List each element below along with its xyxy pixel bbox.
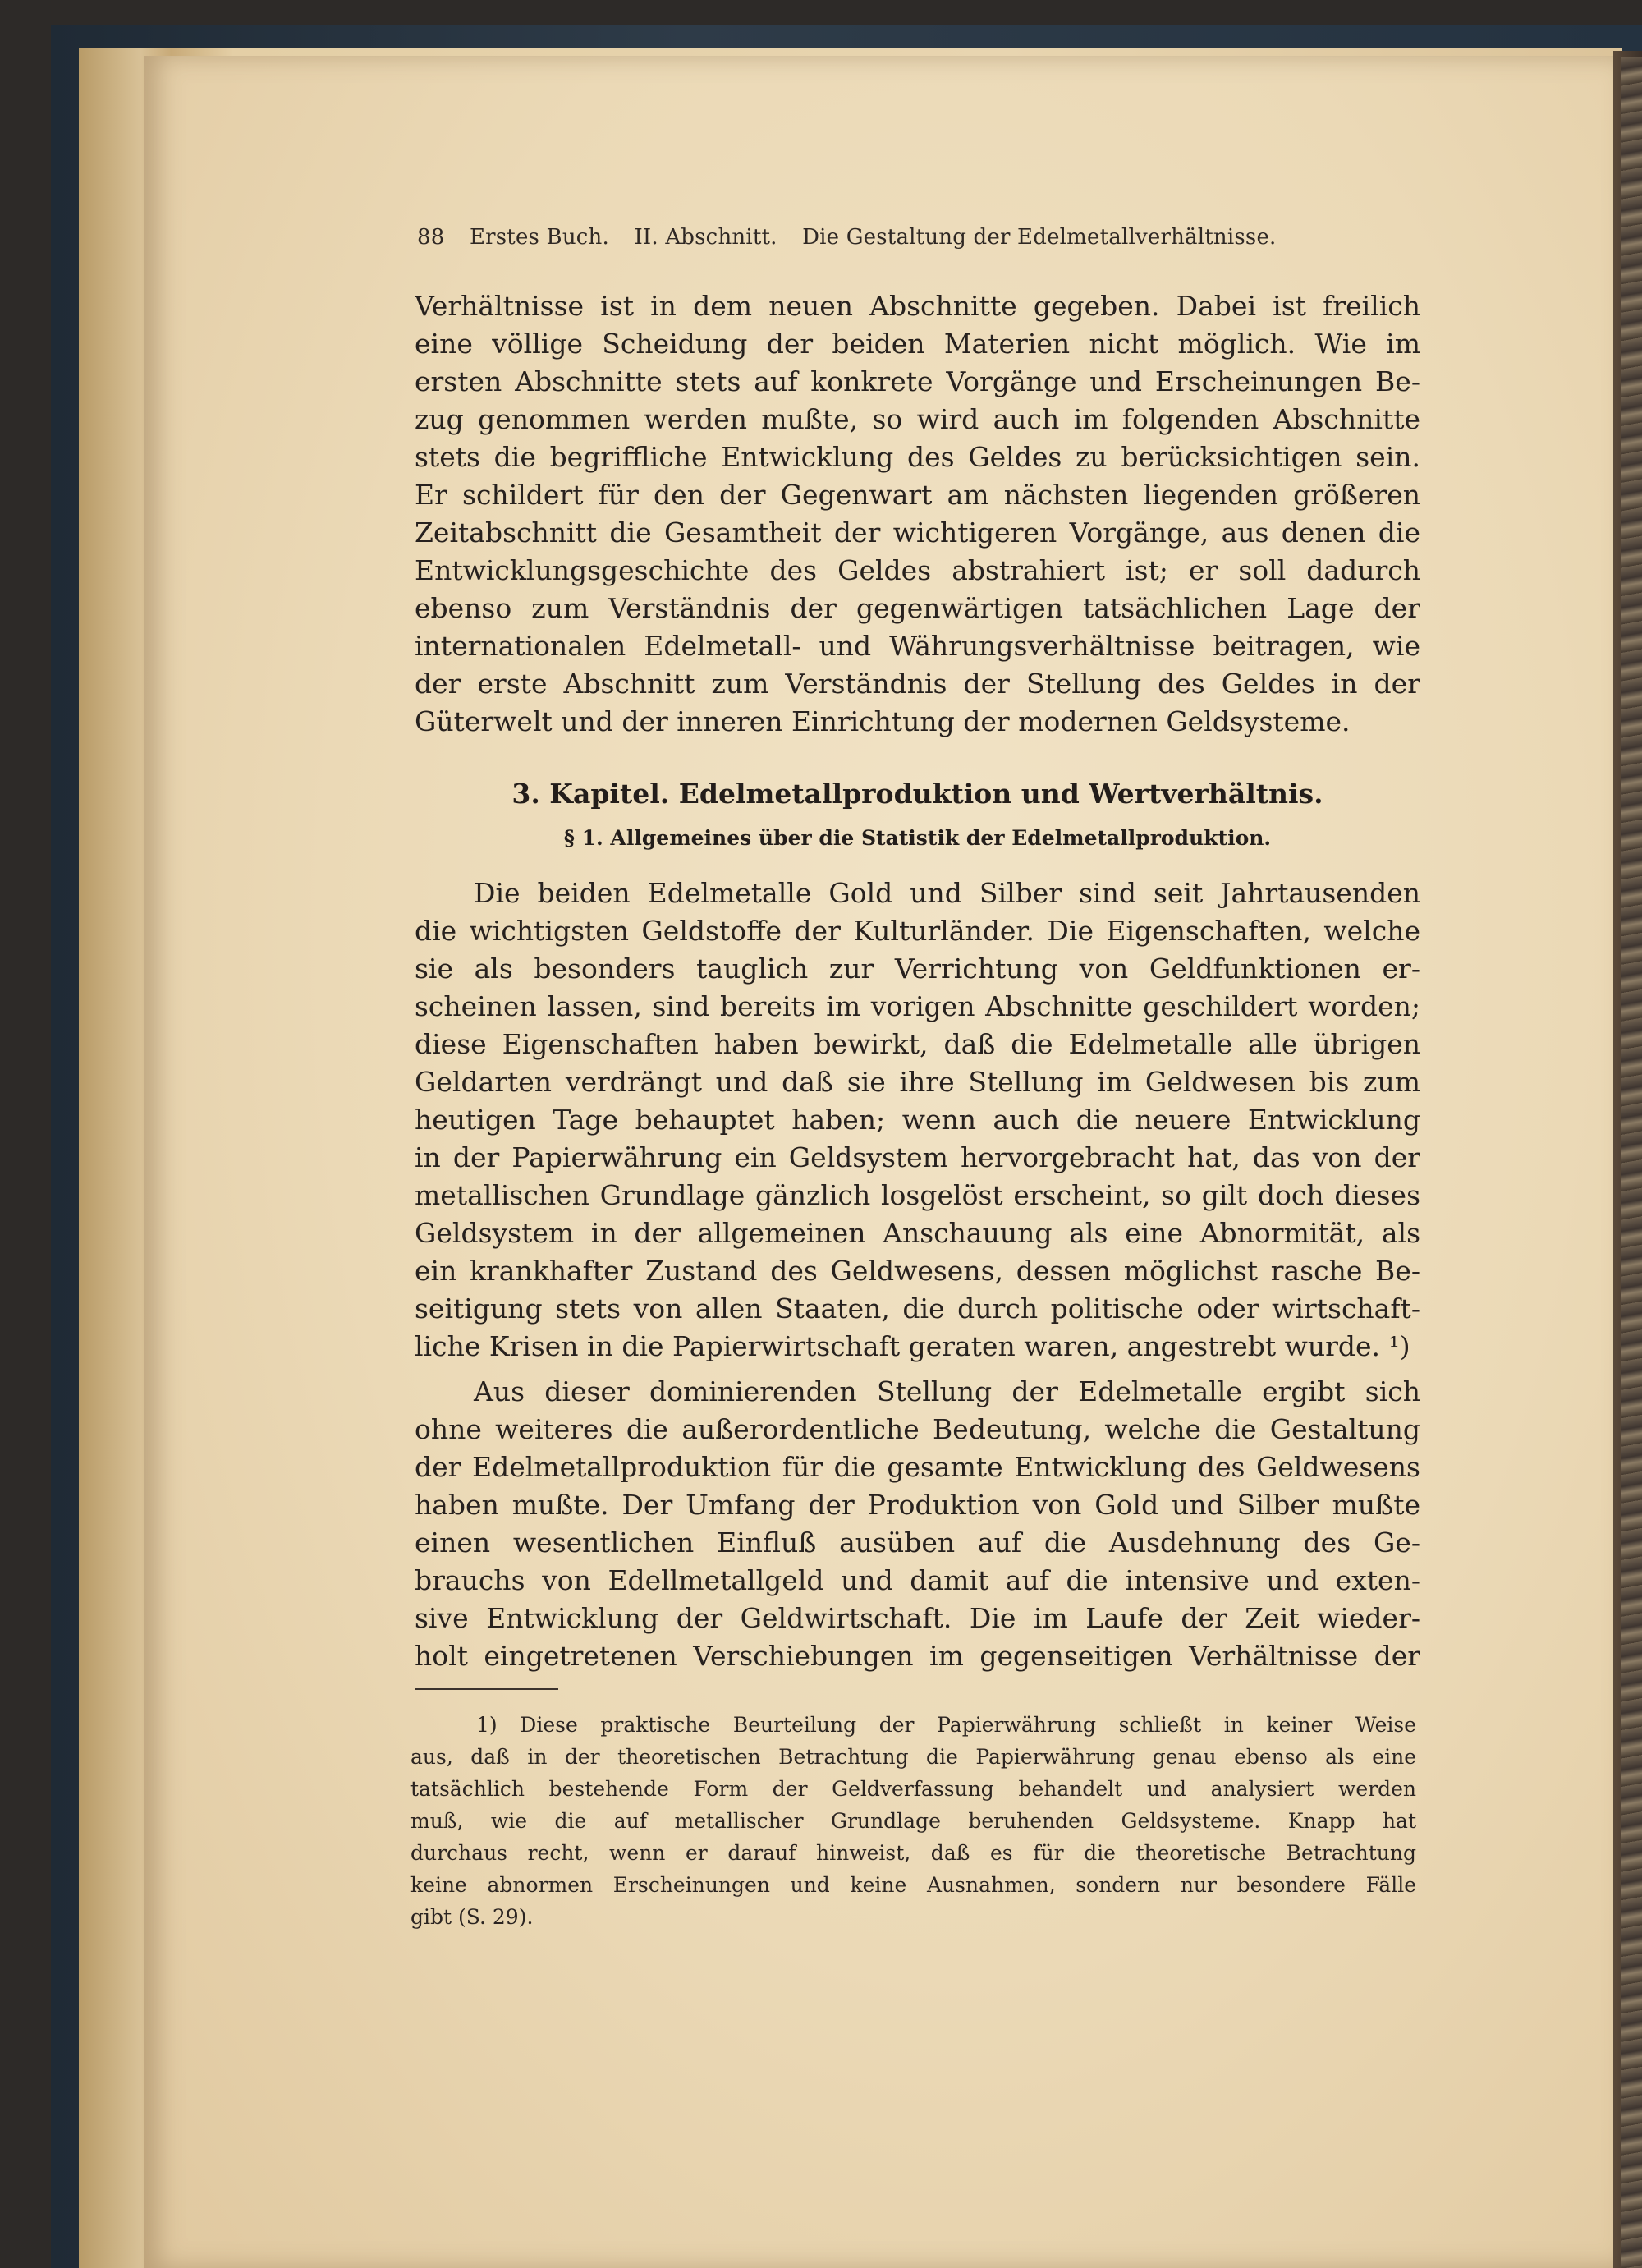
text-line: in der Papierwährung ein Geldsystem hervorgebracht hat, das von der (415, 1141, 1420, 1173)
text-line: ein krankhafter Zustand des Geldwesens, dessen möglichst rasche Be- (415, 1255, 1420, 1287)
text-line: die wichtigsten Geldstoffe der Kulturländer. Die Eigenschaften, welche (415, 915, 1420, 947)
running-head (417, 223, 1353, 251)
text-line: ebenso zum Verständnis der gegenwärtigen tatsächlichen Lage der (415, 592, 1420, 624)
text-line: ersten Abschnitte stets auf konkrete Vorgänge und Erscheinungen Be- (415, 365, 1420, 397)
footnote-line: keine abnormen Erscheinungen und keine Ausnahmen, sondern nur besondere Fälle (410, 1873, 1416, 1897)
footnote (410, 1709, 1416, 1933)
text-line: holt eingetretenen Verschiebungen im gegenseitigen Verhältnisse der (415, 1640, 1420, 1672)
text-line: Die beiden Edelmetalle Gold und Silber sind seit Jahrtausenden (474, 877, 1420, 909)
text-line: Aus dieser dominierenden Stellung der Edelmetalle ergibt sich (474, 1375, 1420, 1407)
footnote-line: durchaus recht, wenn er darauf hinweist, daß es für die theoretische Betrachtung (410, 1841, 1416, 1865)
footnote-line: muß, wie die auf metallischer Grundlage beruhenden Geldsysteme. Knapp hat (410, 1809, 1416, 1833)
text-line: Verhältnisse ist in dem neuen Abschnitte gegeben. Dabei ist freilich (415, 290, 1420, 322)
running-title: Die Gestaltung der Edelmetallverhältnisse. (802, 225, 1277, 250)
text-line: eine völlige Scheidung der beiden Materien nicht möglich. Wie im (415, 328, 1420, 360)
marbled-endpaper (1621, 57, 1642, 2268)
text-line: Zeitabschnitt die Gesamtheit der wichtigeren Vorgänge, aus denen die (415, 516, 1420, 549)
text-line: internationalen Edelmetall- und Währungsverhältnisse beitragen, wie (415, 630, 1420, 662)
footnote-line: 1) Diese praktische Beurteilung der Papierwährung schließt in keiner Weise (476, 1713, 1416, 1737)
text-line: Geldarten verdrängt und daß sie ihre Stellung im Geldwesen bis zum (415, 1066, 1420, 1098)
text-line: seitigung stets von allen Staaten, die durch politische oder wirtschaft- (415, 1292, 1420, 1325)
text-line: zug genommen werden mußte, so wird auch im folgenden Abschnitte (415, 403, 1420, 435)
footnote-line: tatsächlich bestehende Form der Geldverfassung behandelt und analysiert werden (410, 1777, 1416, 1801)
text-line: metallischen Grundlage gänzlich losgelöst erscheint, so gilt doch dieses (415, 1179, 1420, 1211)
text-line: Er schildert für den der Gegenwart am nächsten liegenden größeren (415, 479, 1420, 511)
text-line: sie als besonders tauglich zur Verrichtung von Geldfunktionen er- (415, 953, 1420, 985)
text-line: Entwicklungsgeschichte des Geldes abstrahiert ist; er soll dadurch (415, 554, 1420, 586)
text-line: einen wesentlichen Einfluß ausüben auf die Ausdehnung des Ge- (415, 1527, 1420, 1559)
paragraph-one (415, 875, 1420, 1366)
text-line: sive Entwicklung der Geldwirtschaft. Die im Laufe der Zeit wieder- (415, 1602, 1420, 1634)
book-label: Erstes Buch. (469, 225, 609, 250)
text-line: scheinen lassen, sind bereits im vorigen Abschnitte geschildert worden; (415, 990, 1420, 1022)
section-label: II. Abschnitt. (634, 225, 777, 250)
text-line: stets die begriffliche Entwicklung des Geldes zu berücksichtigen sein. (415, 441, 1420, 473)
text-line: brauchs von Edellmetallgeld und damit auf die intensive und exten- (415, 1564, 1420, 1596)
text-line: der Edelmetallproduktion für die gesamte Entwicklung des Geldwesens (415, 1451, 1420, 1483)
text-line: Geldsystem in der allgemeinen Anschauung als eine Abnormität, als (415, 1217, 1420, 1249)
footnote-line: aus, daß in der theoretischen Betrachtung die Papierwährung genau ebenso als eine (410, 1745, 1416, 1769)
text-line: der erste Abschnitt zum Verständnis der Stellung des Geldes in der (415, 668, 1420, 700)
intro-paragraph (415, 287, 1420, 741)
text-line: ohne weiteres die außerordentliche Bedeutung, welche die Gestaltung (415, 1413, 1420, 1445)
section-heading: § 1. Allgemeines über die Statistik der Edelmetallproduktion. (563, 826, 1272, 850)
text-line: diese Eigenschaften haben bewirkt, daß die Edelmetalle alle übrigen (415, 1028, 1420, 1060)
text-line: Güterwelt und der inneren Einrichtung der modernen Geldsysteme. (415, 705, 1351, 737)
footnote-rule (415, 1688, 558, 1690)
chapter-heading: 3. Kapitel. Edelmetallproduktion und Wertverhältnis. (511, 778, 1323, 810)
page-number: 88 (417, 225, 445, 250)
text-line: haben mußte. Der Umfang der Produktion von Gold und Silber mußte (415, 1489, 1420, 1521)
paragraph-two (415, 1373, 1420, 1675)
text-line: heutigen Tage behauptet haben; wenn auch die neuere Entwicklung (415, 1104, 1420, 1136)
footnote-line: gibt (S. 29). (410, 1905, 534, 1929)
text-line: liche Krisen in die Papierwirtschaft geraten waren, angestrebt wurde. ¹) (415, 1330, 1410, 1362)
